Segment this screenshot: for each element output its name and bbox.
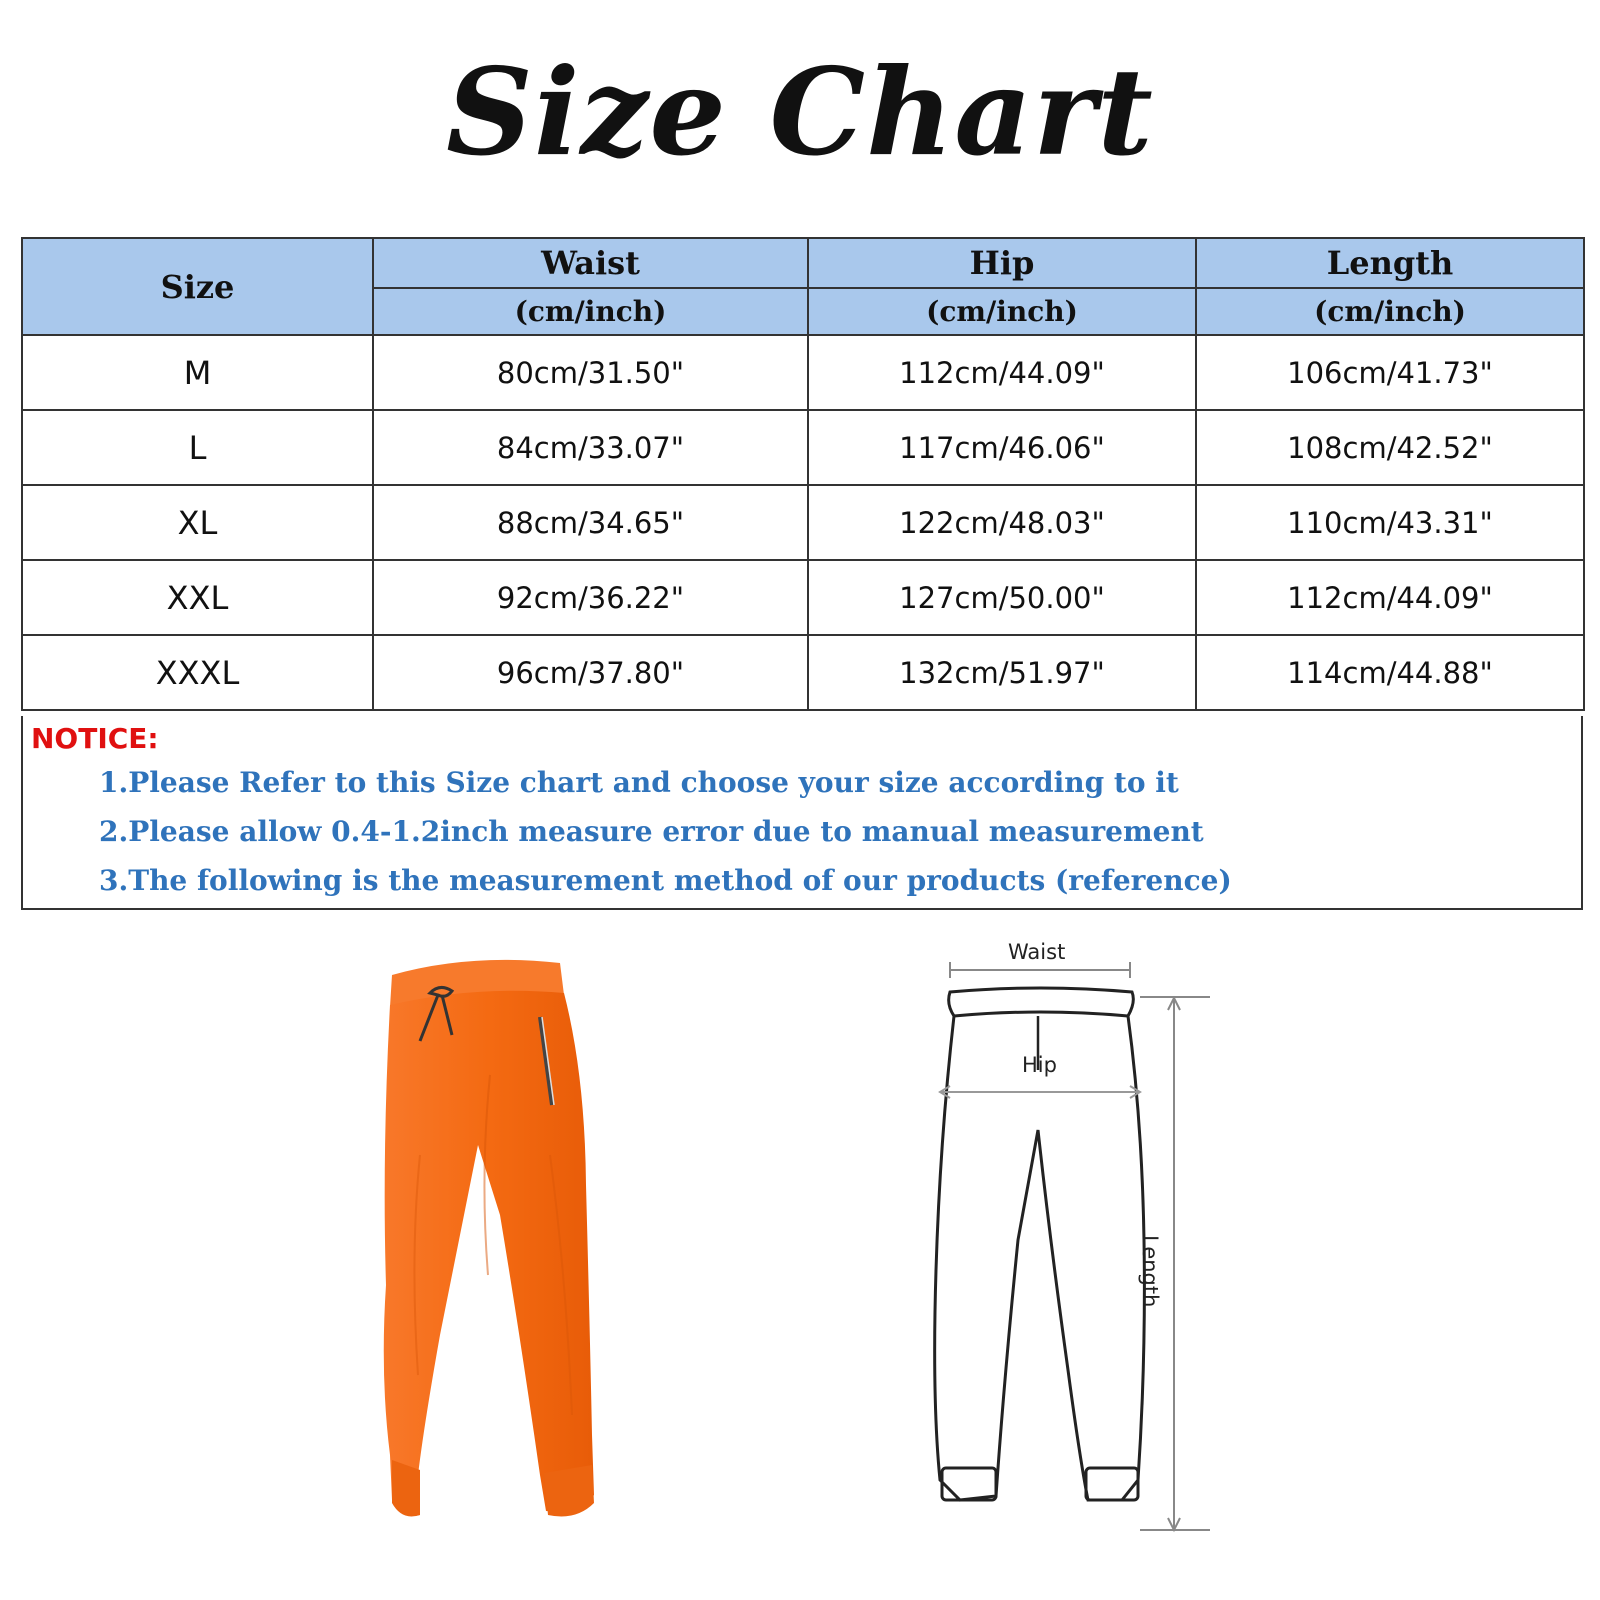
- hip-cell: 122cm/48.03": [808, 485, 1196, 560]
- size-cell: M: [22, 335, 373, 410]
- waist-cell: 84cm/33.07": [373, 410, 808, 485]
- length-cell: 108cm/42.52": [1196, 410, 1584, 485]
- length-cell: 110cm/43.31": [1196, 485, 1584, 560]
- waist-cell: 92cm/36.22": [373, 560, 808, 635]
- table-row: [22, 335, 1584, 410]
- size-cell: L: [22, 410, 373, 485]
- notice-line: 1.Please Refer to this Size chart and choose your size according to it: [99, 766, 1179, 799]
- measurement-diagram: [900, 940, 1240, 1560]
- table-row: [22, 410, 1584, 485]
- length-unit: (cm/inch): [1196, 288, 1584, 335]
- pants-photo: [380, 955, 620, 1555]
- length-cell: 112cm/44.09": [1196, 560, 1584, 635]
- length-label: Length: [1138, 1235, 1162, 1308]
- hip-cell: 132cm/51.97": [808, 635, 1196, 710]
- waist-unit: (cm/inch): [373, 288, 808, 335]
- table-header-row: [22, 238, 1584, 288]
- length-column-header: Length: [1196, 238, 1584, 288]
- length-cell: 114cm/44.88": [1196, 635, 1584, 710]
- length-cell: 106cm/41.73": [1196, 335, 1584, 410]
- waist-cell: 80cm/31.50": [373, 335, 808, 410]
- hip-cell: 117cm/46.06": [808, 410, 1196, 485]
- waist-cell: 96cm/37.80": [373, 635, 808, 710]
- waist-column-header: Waist: [373, 238, 808, 288]
- notice-line: 2.Please allow 0.4-1.2inch measure error due to manual measurement: [99, 815, 1204, 848]
- pants-outline-diagram: [900, 940, 1240, 1560]
- hip-unit: (cm/inch): [808, 288, 1196, 335]
- table-row: [22, 485, 1584, 560]
- page-title: Size Chart: [446, 42, 1154, 183]
- table-row: [22, 560, 1584, 635]
- hip-cell: 112cm/44.09": [808, 335, 1196, 410]
- waist-label: Waist: [1008, 940, 1066, 964]
- hip-label: Hip: [1022, 1053, 1057, 1077]
- hip-cell: 127cm/50.00": [808, 560, 1196, 635]
- size-cell: XXXL: [22, 635, 373, 710]
- size-table: [21, 237, 1585, 711]
- notice-box: [21, 716, 1583, 910]
- size-cell: XL: [22, 485, 373, 560]
- table-row: [22, 635, 1584, 710]
- size-column-header: Size: [22, 238, 373, 335]
- notice-title: NOTICE:: [31, 722, 159, 755]
- waist-cell: 88cm/34.65": [373, 485, 808, 560]
- size-cell: XXL: [22, 560, 373, 635]
- notice-line: 3.The following is the measurement method of our products (reference): [99, 864, 1232, 897]
- hip-column-header: Hip: [808, 238, 1196, 288]
